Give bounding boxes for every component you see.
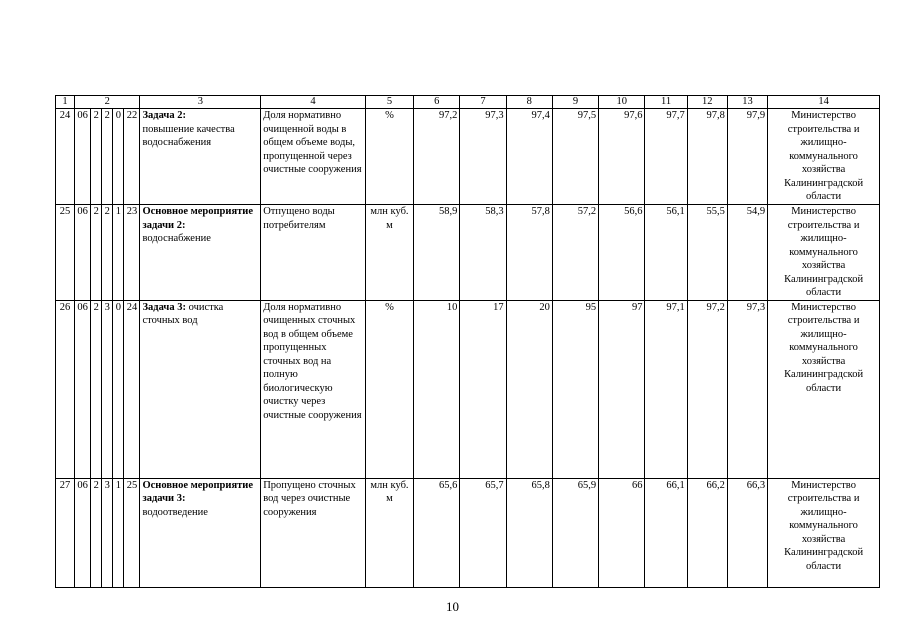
value-cell (599, 109, 645, 205)
value-text: 65,6 (439, 479, 458, 491)
value-text: 17 (493, 301, 504, 313)
header-cell: 7 (460, 96, 506, 109)
value-text: 65,9 (577, 479, 597, 491)
code-cell: 2 (91, 478, 102, 587)
header-cell: 11 (645, 96, 687, 109)
code-cell: 3 (102, 300, 113, 478)
code-cell: 0 (113, 300, 124, 478)
value-cell (645, 300, 687, 478)
value-text: 97,8 (706, 110, 725, 121)
value-cell (645, 478, 687, 587)
code-cell: 06 (75, 300, 91, 478)
indicator-name: Доля нормативно очищенной воды в общем объеме воды, пропущенной через очистные сооружения (261, 109, 366, 205)
value-text: 54,9 (746, 206, 766, 217)
code-cell: 3 (102, 478, 113, 587)
value-cell (687, 300, 727, 478)
header-row (56, 96, 880, 109)
value-text: 97,2 (706, 301, 725, 313)
code-cell: 2 (102, 205, 113, 301)
value-cell (727, 478, 767, 587)
code-cell: 06 (75, 109, 91, 205)
value-text: 66,1 (666, 479, 685, 491)
value-text: 97,1 (666, 301, 685, 313)
value-text: 97,6 (624, 110, 643, 121)
value-cell (460, 478, 506, 587)
task-description (140, 478, 261, 587)
value-cell (506, 478, 552, 587)
value-text: 58,9 (439, 206, 458, 217)
table-row (56, 109, 880, 205)
value-cell (687, 205, 727, 301)
header-cell: 5 (365, 96, 413, 109)
indicators-table (55, 95, 880, 588)
value-text: 97,9 (746, 110, 766, 121)
value-cell (599, 478, 645, 587)
value-cell (687, 109, 727, 205)
task-text: очистка сточных вод (142, 301, 224, 326)
value-cell (645, 205, 687, 301)
code-cell: 2 (91, 300, 102, 478)
table-row (56, 300, 880, 478)
code-cell: 2 (91, 205, 102, 301)
header-cell: 9 (552, 96, 598, 109)
header-cell: 1 (56, 96, 75, 109)
task-description (140, 205, 261, 301)
value-cell (552, 109, 598, 205)
table-row (56, 205, 880, 301)
header-cell: 14 (768, 96, 880, 109)
indicator-name: Доля нормативно очищенных сточных вод в общем объеме пропущенных сточных вод на полную биологическую очистку через очистные сооружения (261, 300, 366, 478)
header-cell: 3 (140, 96, 261, 109)
value-cell (552, 478, 598, 587)
value-text: 66,2 (706, 479, 725, 491)
code-cell: 2 (102, 109, 113, 205)
value-cell (599, 205, 645, 301)
task-text: водоснабжение (142, 233, 211, 244)
value-text: 97,3 (485, 110, 504, 121)
row-number: 24 (56, 109, 75, 205)
task-description (140, 300, 261, 478)
value-cell (552, 205, 598, 301)
value-text: 66 (631, 479, 643, 491)
value-text: 65,8 (531, 479, 550, 491)
value-text: 66,3 (746, 479, 766, 491)
task-title: Основное мероприятие задачи 2: (142, 206, 253, 231)
unit-cell: млн куб. м (365, 478, 413, 587)
code-cell: 0 (113, 109, 124, 205)
value-cell (599, 300, 645, 478)
unit-cell: % (365, 300, 413, 478)
unit-cell: % (365, 109, 413, 205)
task-description (140, 109, 261, 205)
executor-cell: Министерство строительства и жилищно-коммунального хозяйства Калининградской области (768, 300, 880, 478)
indicator-name: Пропущено сточных вод через очистные сооружения (261, 478, 366, 587)
page-number: 10 (446, 599, 459, 614)
task-text: повышение качества водоснабжения (142, 123, 235, 148)
value-cell (727, 300, 767, 478)
value-cell (414, 109, 460, 205)
value-text: 56,1 (666, 206, 685, 217)
code-cell: 24 (124, 300, 140, 478)
header-cell: 13 (727, 96, 767, 109)
value-text: 57,8 (531, 206, 550, 217)
code-cell: 2 (91, 109, 102, 205)
code-cell: 06 (75, 205, 91, 301)
task-text: водоотведение (142, 506, 208, 518)
value-cell (460, 109, 506, 205)
task-title: Задача 3: (142, 301, 186, 313)
code-cell: 06 (75, 478, 91, 587)
value-cell (727, 205, 767, 301)
value-cell (552, 300, 598, 478)
row-number: 25 (56, 205, 75, 301)
header-cell: 10 (599, 96, 645, 109)
value-text: 97,2 (439, 110, 458, 121)
value-cell (506, 205, 552, 301)
executor-cell: Министерство строительства и жилищно-коммунального хозяйства Калининградской области (768, 478, 880, 587)
value-cell (506, 300, 552, 478)
code-cell: 1 (113, 478, 124, 587)
indicator-name: Отпущено воды потребителям (261, 205, 366, 301)
row-number: 27 (56, 478, 75, 587)
header-cell: 2 (75, 96, 140, 109)
value-text: 97 (631, 301, 643, 313)
value-cell (727, 109, 767, 205)
value-text: 97,4 (531, 110, 550, 121)
value-text: 95 (585, 301, 597, 313)
table-row (56, 478, 880, 587)
header-cell: 12 (687, 96, 727, 109)
value-cell (506, 109, 552, 205)
value-text: 20 (539, 301, 550, 313)
value-cell (414, 205, 460, 301)
code-cell: 1 (113, 205, 124, 301)
header-cell: 4 (261, 96, 366, 109)
value-text: 10 (446, 301, 458, 313)
task-title: Основное мероприятие задачи 3: (142, 479, 253, 504)
value-cell (414, 300, 460, 478)
value-cell (460, 300, 506, 478)
header-cell: 8 (506, 96, 552, 109)
executor-cell: Министерство строительства и жилищно-коммунального хозяйства Калининградской области (768, 109, 880, 205)
value-cell (460, 205, 506, 301)
row-number: 26 (56, 300, 75, 478)
value-text: 65,7 (485, 479, 504, 491)
task-title: Задача 2: (142, 110, 186, 121)
value-cell (414, 478, 460, 587)
code-cell: 23 (124, 205, 140, 301)
value-text: 58,3 (485, 206, 504, 217)
code-cell: 22 (124, 109, 140, 205)
value-text: 97,5 (577, 110, 597, 121)
value-text: 57,2 (577, 206, 597, 217)
value-cell (687, 478, 727, 587)
value-text: 97,7 (666, 110, 685, 121)
value-text: 56,6 (624, 206, 643, 217)
code-cell: 25 (124, 478, 140, 587)
header-cell: 6 (414, 96, 460, 109)
value-text: 97,3 (746, 301, 766, 313)
value-cell (645, 109, 687, 205)
value-text: 55,5 (706, 206, 725, 217)
executor-cell: Министерство строительства и жилищно-коммунального хозяйства Калининградской области (768, 205, 880, 301)
unit-cell: млн куб. м (365, 205, 413, 301)
